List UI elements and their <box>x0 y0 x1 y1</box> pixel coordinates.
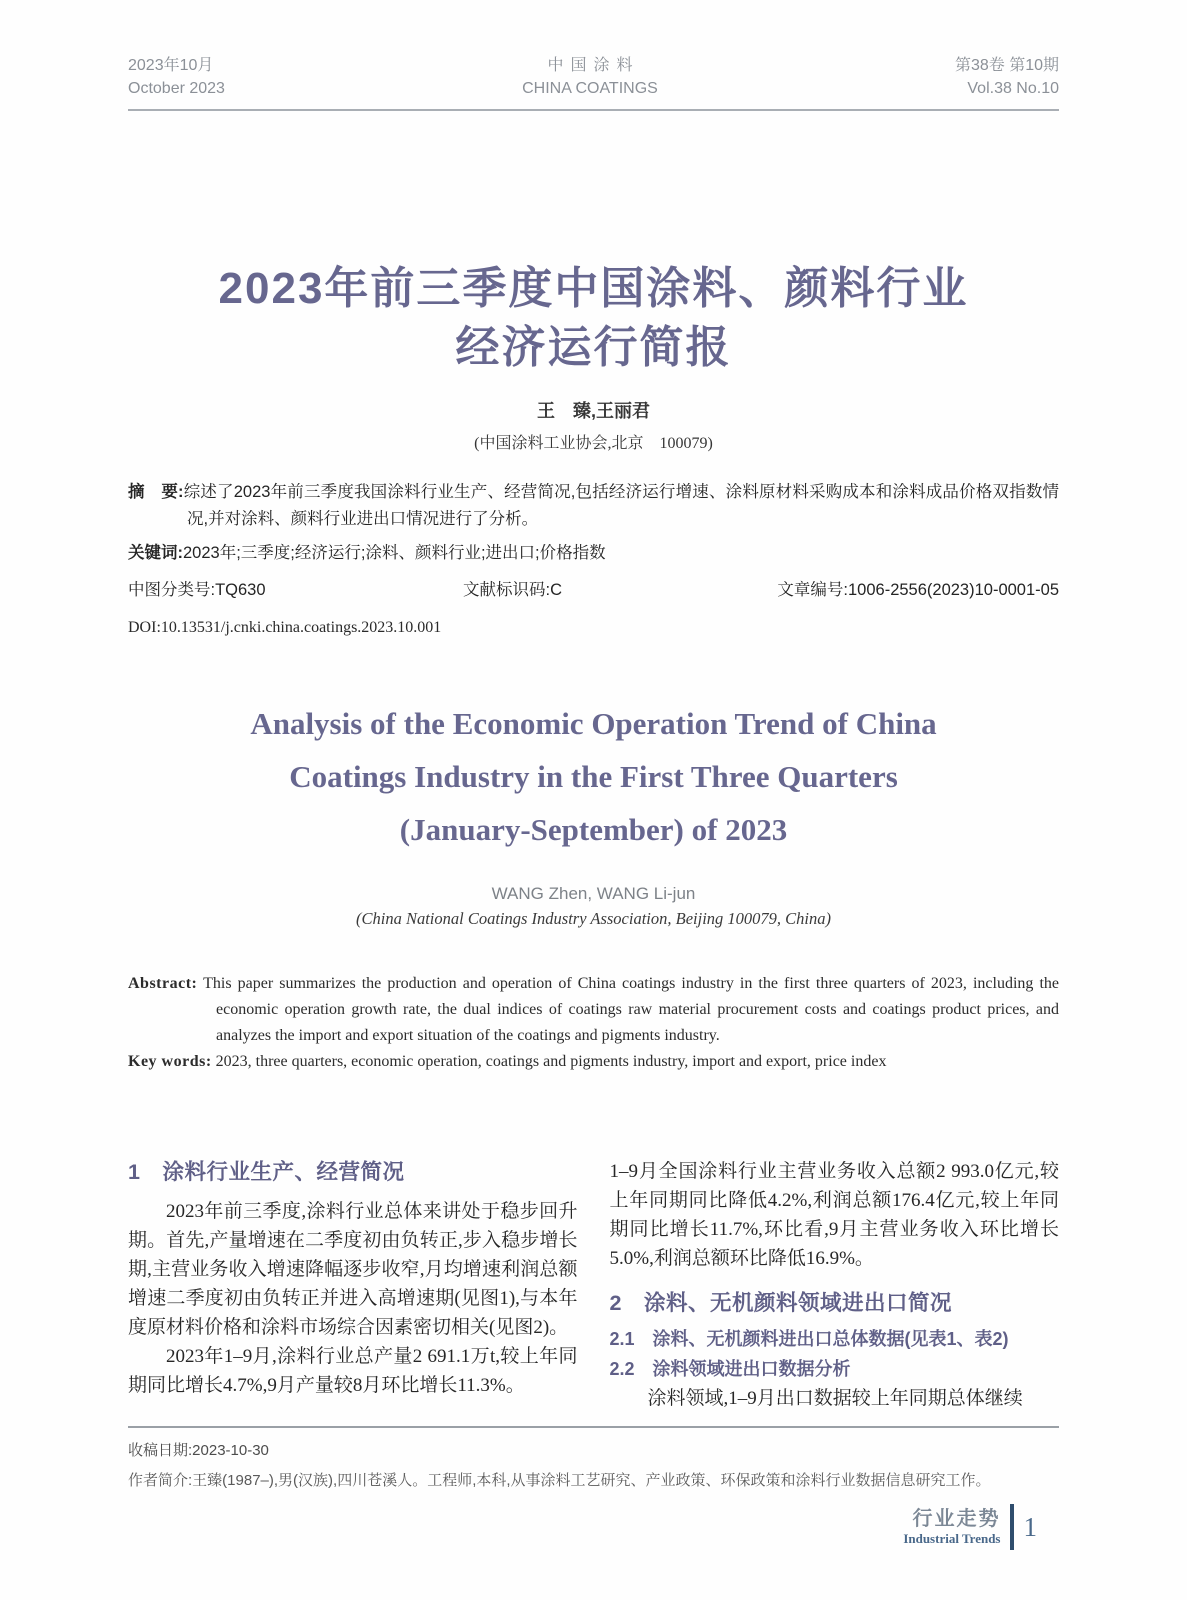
affiliation-cn: (中国涂料工业协会,北京 100079) <box>474 435 713 452</box>
issue-date-en: October 2023 <box>128 80 225 97</box>
section-2-2-heading: 2.2 涂料领域进出口数据分析 <box>609 1359 851 1379</box>
section-2-heading: 2 涂料、无机颜料领域进出口简况 <box>609 1291 952 1315</box>
article-title-en-line1: Analysis of the Economic Operation Trend of China <box>250 706 937 741</box>
keywords-en-label: Key words: <box>128 1053 212 1070</box>
section-2-1-heading: 2.1 涂料、无机颜料进出口总体数据(见表1、表2) <box>609 1329 1009 1349</box>
paragraph: 2023年1–9月,涂料行业总产量2 691.1万t,较上年同期同比增长4.7%,9月产量较8月环比增长11.3%。 <box>128 1346 578 1396</box>
classification-row <box>128 577 1059 604</box>
abstract-cn <box>128 479 1059 533</box>
abstract-en-text: This paper summarizes the production and operation of China coatings industry in the first three quarters of 2023, including the economic operation growth rate, the dual indices of coatings raw material procurement costs and coatings product prices, and analyzes the import and export situation of the coatings and pigments industry. <box>203 975 1060 1044</box>
page-footer <box>903 1504 1037 1550</box>
footnotes <box>128 1426 1059 1492</box>
paragraph: 2023年前三季度,涂料行业总体来讲处于稳步回升期。首先,产量增速在二季度初由负转正,步入稳步增长期,主营业务收入增速降幅逐步收窄,月均增速利润总额增速二季度初由负转正并进入高增速期(见图1),与本年度原材料价格和涂料市场综合因素密切相关(见图2)。 <box>128 1201 578 1338</box>
header-volume-issue <box>955 54 1059 100</box>
journal-name-cn: 中国涂料 <box>547 57 640 74</box>
abstract-cn-text: 综述了2023年前三季度我国涂料行业生产、经营简况,包括经济运行增速、涂料原材料采购成本和涂料成品价格双指数情况,并对涂料、颜料行业进出口情况进行了分析。 <box>183 483 1059 528</box>
article-title-cn-line2: 经济运行简报 <box>455 323 732 372</box>
paragraph: 涂料领域,1–9月出口数据较上年同期总体继续 <box>647 1388 1023 1409</box>
keywords-cn-text: 2023年;三季度;经济运行;涂料、颜料行业;进出口;价格指数 <box>183 544 606 562</box>
journal-header <box>128 0 1059 111</box>
article-title-cn <box>128 259 1059 377</box>
keywords-cn <box>128 540 1059 567</box>
authors-en: WANG Zhen, WANG Li-jun <box>491 884 696 903</box>
authors-cn: 王 臻,王丽君 <box>536 401 650 421</box>
footer-divider-bar <box>1010 1504 1014 1550</box>
article-body <box>128 1157 1059 1413</box>
doi: DOI:10.13531/j.cnki.china.coatings.2023.10.001 <box>128 619 442 636</box>
article-title-en <box>128 697 1059 856</box>
keywords-cn-label: 关键词: <box>128 544 183 562</box>
meta-cn-block <box>128 479 1059 641</box>
body-column-right <box>610 1157 1060 1413</box>
body-column-left <box>128 1157 578 1413</box>
volume-issue-en: Vol.38 No.10 <box>967 80 1059 97</box>
column-label-cn: 行业走势 <box>912 1508 1001 1530</box>
article-number: 文章编号:1006-2556(2023)10-0001-05 <box>777 581 1059 599</box>
paragraph: 1–9月全国涂料行业主营业务收入总额2 993.0亿元,较上年同期同比降低4.2%,利润总额176.4亿元,较上年同期同比增长11.7%,环比看,9月主营业务收入环比增长5.0%,利润总额环比降低16.9%。 <box>609 1161 1059 1269</box>
issue-date-cn: 2023年10月 <box>128 57 214 74</box>
keywords-en <box>128 1049 1059 1075</box>
received-date: 收稿日期:2023-10-30 <box>128 1442 269 1459</box>
page-number: 1 <box>1023 1511 1037 1542</box>
clc-number: 中图分类号:TQ630 <box>128 581 266 599</box>
abstract-cn-label: 摘 要: <box>128 483 184 501</box>
column-label <box>903 1507 1000 1547</box>
affiliation-en: (China National Coatings Industry Association, Beijing 100079, China) <box>356 909 831 928</box>
document-code: 文献标识码:C <box>463 581 562 599</box>
article-title-en-line2: Coatings Industry in the First Three Quarters <box>289 759 898 794</box>
keywords-en-text: 2023, three quarters, economic operation, coatings and pigments industry, import and export, price index <box>215 1053 887 1070</box>
author-bio: 作者简介:王臻(1987–),男(汉族),四川苍溪人。工程师,本科,从事涂料工艺研究、产业政策、环保政策和涂料行业数据信息研究工作。 <box>128 1472 991 1489</box>
column-label-en: Industrial Trends <box>903 1531 1001 1546</box>
header-issue-date <box>128 54 225 100</box>
abstract-en <box>128 971 1059 1049</box>
header-journal-name <box>522 54 658 100</box>
journal-name-en: CHINA COATINGS <box>522 80 658 97</box>
article-title-en-line3: (January-September) of 2023 <box>399 812 788 847</box>
article-title-cn-line1: 2023年前三季度中国涂料、颜料行业 <box>218 264 969 313</box>
section-1-heading: 1 涂料行业生产、经营简况 <box>128 1160 405 1184</box>
abstract-en-label: Abstract: <box>128 975 198 992</box>
volume-issue-cn: 第38卷 第10期 <box>954 57 1059 74</box>
